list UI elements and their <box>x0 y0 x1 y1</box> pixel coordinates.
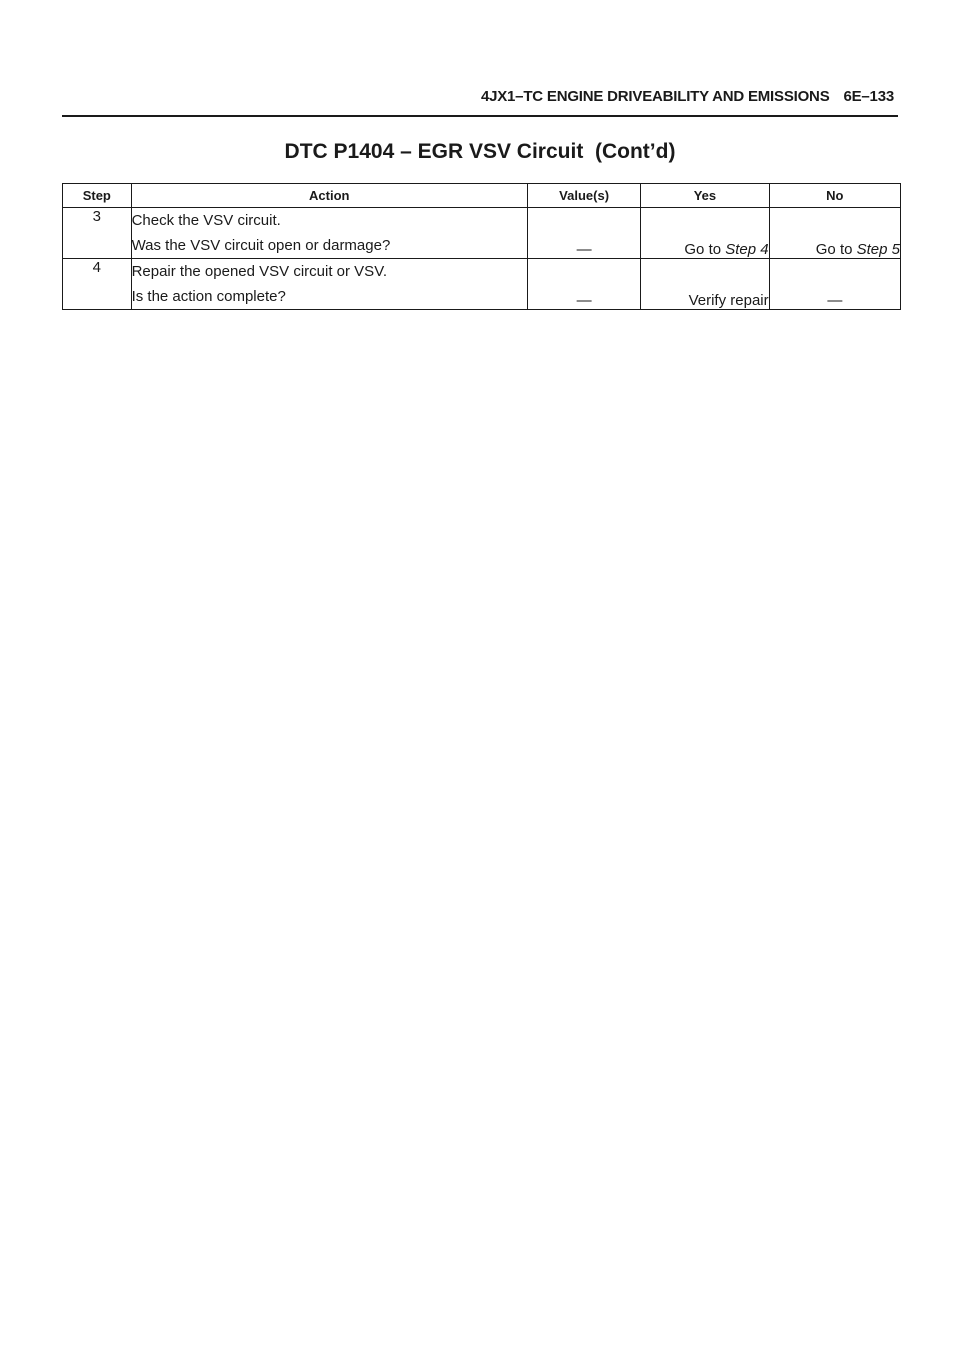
column-header-values: Value(s) <box>527 184 640 208</box>
table-row <box>63 208 901 259</box>
column-header-no: No <box>769 184 900 208</box>
no-cell <box>769 208 900 259</box>
action-question: Was the VSV circuit open or darmage? <box>131 237 391 254</box>
yes-prefix: Go to <box>684 241 726 258</box>
header-rule <box>62 115 898 117</box>
action-line: Check the VSV circuit. <box>131 212 281 229</box>
column-header-step: Step <box>63 184 132 208</box>
page-title: DTC P1404 – EGR VSV Circuit (Cont’d) <box>284 140 676 163</box>
action-question: Is the action complete? <box>131 288 286 305</box>
yes-cell <box>641 208 769 259</box>
diagnostic-procedure-table <box>62 183 901 310</box>
yes-cell: Verify repair <box>641 259 769 310</box>
no-step-link: Step 5 <box>856 241 900 258</box>
action-cell <box>131 259 527 310</box>
page-number: 6E–133 <box>843 88 894 105</box>
table-header-row <box>63 184 901 208</box>
column-header-action: Action <box>131 184 527 208</box>
action-line: Repair the opened VSV circuit or VSV. <box>131 263 387 280</box>
action-cell <box>131 208 527 259</box>
value-cell: — <box>527 259 640 310</box>
column-header-yes: Yes <box>641 184 769 208</box>
yes-step-link: Step 4 <box>725 241 769 258</box>
running-header <box>481 88 894 105</box>
no-cell: — <box>769 259 900 310</box>
section-title: 4JX1–TC ENGINE DRIVEABILITY AND EMISSIONS <box>480 88 830 105</box>
no-prefix: Go to <box>815 241 857 258</box>
value-cell: — <box>527 208 640 259</box>
step-number: 4 <box>63 259 132 310</box>
step-number: 3 <box>63 208 132 259</box>
table-row <box>63 259 901 310</box>
